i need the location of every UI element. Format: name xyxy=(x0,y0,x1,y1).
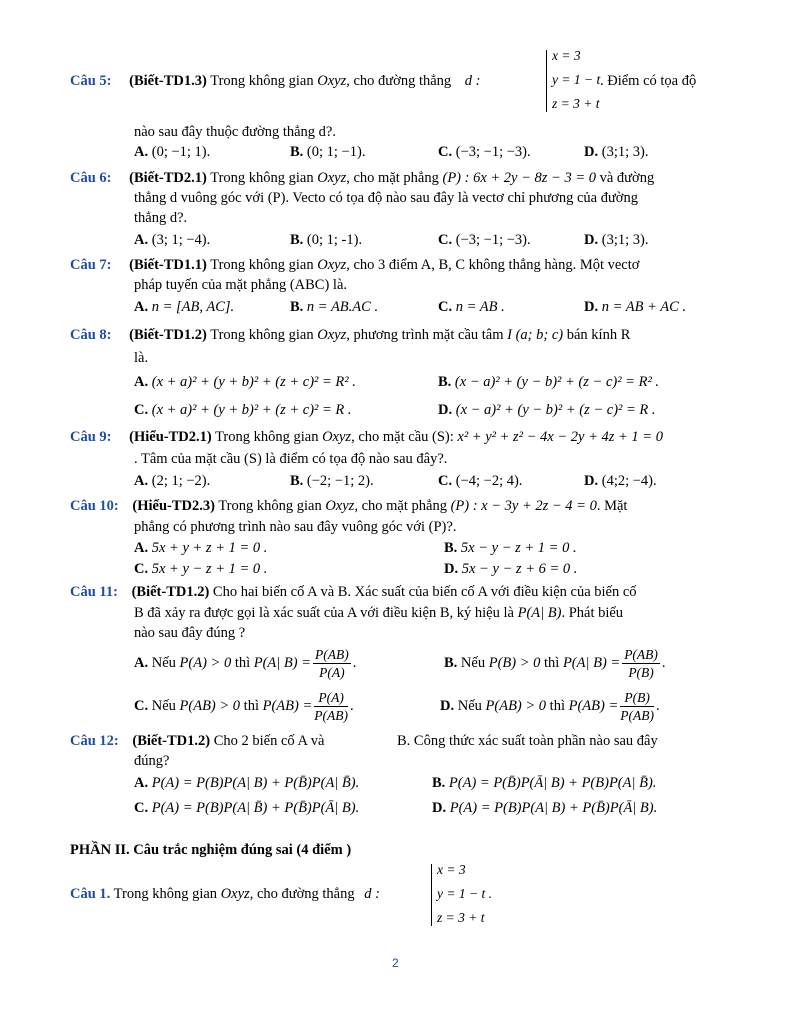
q10-line1: Câu 10: (Hiểu-TD2.3) Trong không gian Oxyz, cho mặt phẳng (P) : x − 3y + 2z − 4 = 0. Mặt xyxy=(70,498,628,514)
part2-q1-label: Câu 1. xyxy=(70,886,111,902)
q11-answer-a[interactable]: A. Nếu P(A) > 0 thì P(A| B) = $\frac{P(AB)}{P(A)}$ . xyxy=(134,647,357,680)
q5-brace xyxy=(546,50,547,112)
q11-answer-b[interactable]: B. Nếu P(B) > 0 thì P(A| B) = $\frac{P(AB)}{P(B)}$ . xyxy=(444,647,666,680)
q7-answer-c[interactable]: C. n = AB . xyxy=(438,299,505,315)
q5-line1-end: . Điểm có tọa độ xyxy=(600,73,697,89)
q9-answer-d[interactable]: D. (4;2; −4). xyxy=(584,473,657,489)
q11-answer-c[interactable]: C. Nếu P(AB) > 0 thì P(AB) = $\frac{P(A)}{P(AB)}$ . xyxy=(134,690,354,723)
q12-answer-c[interactable]: C. P(A) = P(B)P(A| B̄) + P(B̄)P(Ā| B). xyxy=(134,800,360,816)
q10-answer-d[interactable]: D. 5x − y − z + 6 = 0 . xyxy=(444,561,578,577)
q11-answer-d[interactable]: D. Nếu P(AB) > 0 thì P(AB) = $\frac{P(B)}{P(AB)}$ . xyxy=(440,690,660,723)
q8-line2: là. xyxy=(134,350,149,366)
q10-label: Câu 10: xyxy=(70,498,119,514)
q8-label: Câu 8: xyxy=(70,327,112,343)
q9-line1: Câu 9: (Hiểu-TD2.1) Trong không gian Oxyz, cho mặt cầu (S): x² + y² + z² − 4x − 2y + 4z + 1 = 0 xyxy=(70,429,663,445)
q9-answer-b[interactable]: B. (−2; −1; 2). xyxy=(290,473,374,489)
page-number: 2 xyxy=(392,956,399,970)
q12-answer-d[interactable]: D. P(A) = P(B)P(A| B) + P(B̄)P(Ā| B). xyxy=(432,800,658,816)
q11-label: Câu 11: xyxy=(70,584,118,600)
q6-answer-b[interactable]: B. (0; 1; -1). xyxy=(290,232,363,248)
q6-line2: thẳng d vuông góc với (P). Vecto có tọa độ nào sau đây là vectơ chỉ phương của đường xyxy=(134,190,638,206)
q10-line2: phẳng có phương trình nào sau đây vuông góc với (P)?. xyxy=(134,519,457,535)
q6-line3: thẳng d?. xyxy=(134,210,188,226)
q8-answer-a[interactable]: A. (x + a)² + (y + b)² + (z + c)² = R² . xyxy=(134,374,356,390)
q6-label: Câu 6: xyxy=(70,170,112,186)
q5-line2: nào sau đây thuộc đường thẳng d?. xyxy=(134,124,336,140)
q5-answer-d[interactable]: D. (3;1; 3). xyxy=(584,144,649,160)
q5-line1: Câu 5: (Biết-TD1.3) Trong không gian Oxyz, cho đường thẳng d : xyxy=(70,73,481,89)
part2-heading: PHẦN II. Câu trắc nghiệm đúng sai (4 điểm ) xyxy=(70,842,352,858)
q12-line1: Câu 12: (Biết-TD1.2) Cho 2 biến cố A và xyxy=(70,733,325,749)
q7-line2: pháp tuyến của mặt phẳng (ABC) là. xyxy=(134,277,348,293)
q12-answer-b[interactable]: B. P(A) = P(B̄)P(Ā| B) + P(B)P(A| B̄). xyxy=(432,775,657,791)
q12-line2: đúng? xyxy=(134,753,170,769)
q5-label: Câu 5: xyxy=(70,73,112,89)
q10-answer-b[interactable]: B. 5x − y − z + 1 = 0 . xyxy=(444,540,577,556)
q8-answer-b[interactable]: B. (x − a)² + (y − b)² + (z − c)² = R² . xyxy=(438,374,660,390)
q8-line1: Câu 8: (Biết-TD1.2) Trong không gian Oxyz, phương trình mặt cầu tâm I (a; b; c) bán kính R xyxy=(70,327,631,343)
q11-line3: nào sau đây đúng ? xyxy=(134,625,246,641)
part2-q1-line: Câu 1. Trong không gian Oxyz, cho đường thẳng d : xyxy=(70,886,380,902)
q9-answer-c[interactable]: C. (−4; −2; 4). xyxy=(438,473,523,489)
q9-answer-a[interactable]: A. (2; 1; −2). xyxy=(134,473,211,489)
q9-label: Câu 9: xyxy=(70,429,112,445)
q11-line2: B đã xảy ra được gọi là xác suất của A với điều kiện B, ký hiệu là P(A| B). Phát biểu xyxy=(134,605,624,621)
q12-label: Câu 12: xyxy=(70,733,119,749)
q5-tag: (Biết-TD1.3) xyxy=(129,73,207,89)
part2-q1-system: x = 3 y = 1 − t . z = 3 + t xyxy=(437,862,492,925)
q7-answer-a[interactable]: A. n = [AB, AC]. xyxy=(134,299,235,315)
q9-line2: . Tâm của mặt cầu (S) là điểm có tọa độ nào sau đây?. xyxy=(134,451,448,467)
q12-answer-a[interactable]: A. P(A) = P(B)P(A| B) + P(B̄)P(A| B̄). xyxy=(134,775,360,791)
q12-line1-end: B. Công thức xác suất toàn phần nào sau đây xyxy=(397,733,658,749)
q7-label: Câu 7: xyxy=(70,257,112,273)
q5-answer-c[interactable]: C. (−3; −1; −3). xyxy=(438,144,531,160)
q7-answer-d[interactable]: D. n = AB + AC . xyxy=(584,299,687,315)
part2-q1-brace xyxy=(431,864,432,926)
q8-answer-c[interactable]: C. (x + a)² + (y + b)² + (z + c)² = R . xyxy=(134,402,352,418)
q7-answer-b[interactable]: B. n = AB.AC . xyxy=(290,299,379,315)
q6-answer-c[interactable]: C. (−3; −1; −3). xyxy=(438,232,531,248)
q5-system: x = 3 y = 1 − t z = 3 + t xyxy=(552,48,601,111)
q7-line1: Câu 7: (Biết-TD1.1) Trong không gian Oxyz, cho 3 điểm A, B, C không thẳng hàng. Một vectơ xyxy=(70,257,640,273)
q10-answer-a[interactable]: A. 5x + y + z + 1 = 0 . xyxy=(134,540,268,556)
q5-answer-b[interactable]: B. (0; 1; −1). xyxy=(290,144,366,160)
q10-answer-c[interactable]: C. 5x + y − z + 1 = 0 . xyxy=(134,561,268,577)
q8-answer-d[interactable]: D. (x − a)² + (y − b)² + (z − c)² = R . xyxy=(438,402,656,418)
q5-answer-a[interactable]: A. (0; −1; 1). xyxy=(134,144,211,160)
q6-answer-a[interactable]: A. (3; 1; −4). xyxy=(134,232,211,248)
q6-answer-d[interactable]: D. (3;1; 3). xyxy=(584,232,649,248)
q6-line1: Câu 6: (Biết-TD2.1) Trong không gian Oxyz, cho mặt phẳng (P) : 6x + 2y − 8z − 3 = 0 và đường xyxy=(70,170,655,186)
q11-line1: Câu 11: (Biết-TD1.2) Cho hai biến cố A và B. Xác suất của biến cố A với điều kiện của biến cố xyxy=(70,584,637,600)
